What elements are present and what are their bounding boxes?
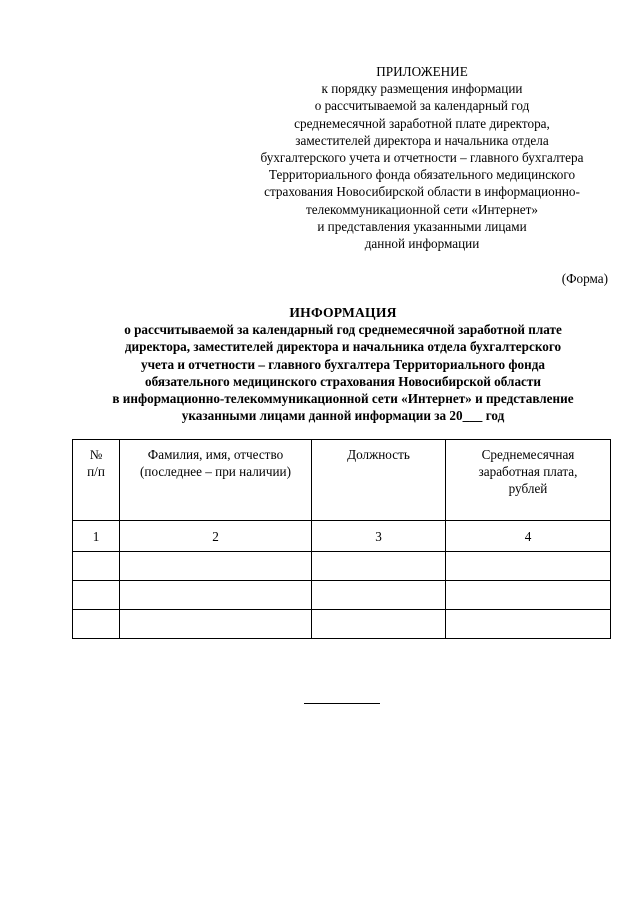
table-cell: [120, 581, 312, 610]
header-average-salary: [446, 440, 611, 521]
appendix-line: и представления указанными лицами: [317, 218, 527, 234]
header-text: заработная плата,: [478, 464, 578, 479]
appendix-line: данной информации: [364, 236, 480, 252]
column-number-cell: 3: [312, 521, 446, 552]
header-text: Должность: [347, 447, 410, 462]
appendix-line: заместителей директора и начальника отдела: [295, 132, 549, 148]
table-row: [73, 581, 611, 610]
appendix-block: [232, 63, 612, 252]
title-line: в информационно-телекоммуникационной сети «Интернет» и представление: [112, 391, 574, 407]
title-line: учета и отчетности – главного бухгалтера Территориального фонда: [140, 356, 546, 372]
form-label: (Форма): [561, 271, 608, 286]
table-cell: [446, 581, 611, 610]
title-line: указанными лицами данной информации за 20___ год: [181, 408, 505, 424]
header-number: [73, 440, 120, 521]
column-number-row: [73, 521, 611, 552]
appendix-line: телекоммуникационной сети «Интернет»: [306, 201, 538, 217]
title-line: директора, заместителей директора и начальника отдела бухгалтерского: [124, 339, 562, 355]
table-cell: [73, 552, 120, 581]
column-number-cell: 2: [120, 521, 312, 552]
table-cell: [120, 552, 312, 581]
header-position: [312, 440, 446, 521]
appendix-line: о рассчитываемой за календарный год: [314, 98, 530, 114]
table-cell: [120, 610, 312, 639]
appendix-title: ПРИЛОЖЕНИЕ: [376, 64, 468, 79]
table-cell: [312, 610, 446, 639]
appendix-line: бухгалтерского учета и отчетности – главного бухгалтера: [260, 150, 584, 166]
header-full-name: [120, 440, 312, 521]
document-title-block: [60, 304, 626, 424]
appendix-line: Территориального фонда обязательного медицинского: [268, 167, 576, 183]
table-cell: [446, 610, 611, 639]
header-text: Среднемесячная: [481, 447, 575, 462]
table-header-row: [73, 440, 611, 521]
table-cell: [446, 552, 611, 581]
title-line: обязательного медицинского страхования Новосибирской области: [145, 373, 541, 389]
closing-divider-line: [304, 703, 380, 704]
table-cell: [312, 552, 446, 581]
header-text: (последнее – при наличии): [140, 464, 291, 479]
header-text: Фамилия, имя, отчество: [147, 447, 284, 462]
title-line: о рассчитываемой за календарный год среднемесячной заработной плате: [124, 322, 562, 338]
header-text: рублей: [508, 481, 548, 496]
salary-info-table: [72, 439, 611, 639]
table-row: [73, 552, 611, 581]
appendix-line: страхования Новосибирской области в информационно-: [264, 184, 580, 200]
table-cell: [73, 610, 120, 639]
appendix-line: среднемесячной заработной плате директора,: [294, 115, 550, 131]
appendix-line: к порядку размещения информации: [321, 81, 523, 97]
header-text: п/п: [87, 464, 105, 479]
column-number-cell: 1: [73, 521, 120, 552]
table-row: [73, 610, 611, 639]
table-cell: [312, 581, 446, 610]
table-cell: [73, 581, 120, 610]
column-number-cell: 4: [446, 521, 611, 552]
header-text: №: [89, 447, 103, 462]
document-heading: ИНФОРМАЦИЯ: [289, 305, 397, 320]
